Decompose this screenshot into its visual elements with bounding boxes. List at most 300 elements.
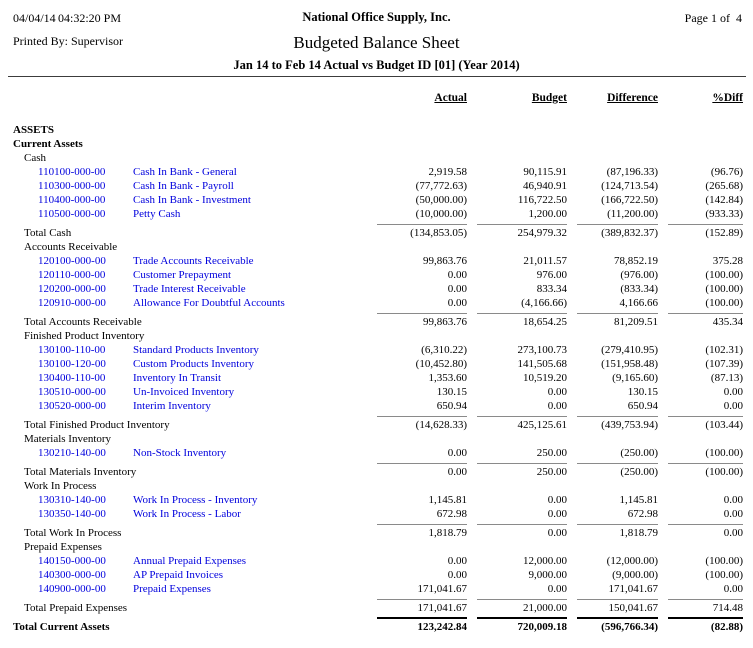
cell-pctdiff [658,568,743,582]
cell-value: (100.00) [705,569,743,581]
cell-value: 0.00 [377,463,467,479]
cell-value: 0.00 [447,269,467,281]
cell-difference [567,282,658,296]
table-row [10,240,743,254]
cell-difference [567,596,658,615]
cell-value: (124,713.54) [601,180,658,192]
cell-pctdiff [658,460,743,479]
section-label: Current Assets [13,138,83,150]
cell-budget [467,123,567,137]
column-header-pctdiff: %Diff [712,92,743,104]
cell-actual [377,357,467,371]
table-row [10,385,743,399]
cell-actual [377,413,467,432]
cell-pctdiff [658,193,743,207]
cell-value: (107.39) [705,358,743,370]
cell-actual [377,282,467,296]
cell-value: (976.00) [620,269,658,281]
account-description-link[interactable]: Cash In Bank - General [133,166,237,178]
cell-difference [567,385,658,399]
table-row [10,432,743,446]
cell-value: 0.00 [668,524,743,540]
cell-value: 0.00 [723,583,743,595]
table-row [10,568,743,582]
cell-budget [467,329,567,343]
table-row [10,310,743,329]
total-label: Total Work In Process [24,527,122,539]
cell-value: (10,452.80) [415,358,467,370]
cell-value: (439,753.94) [577,416,658,432]
cell-value: (100.00) [705,297,743,309]
cell-value: 375.28 [712,255,743,267]
total-label: Total Finished Product Inventory [24,419,170,431]
cell-value: (96.76) [710,166,743,178]
table-row [10,193,743,207]
cell-value: 130.15 [627,386,658,398]
account-number-link[interactable]: 120100-000-00 [38,255,106,267]
table-row [10,254,743,268]
cell-pctdiff [658,615,743,634]
account-description-link[interactable]: Work In Process - Inventory [133,494,258,506]
table-row [10,123,743,137]
account-number-link[interactable]: 140150-000-00 [38,555,106,567]
cell-value: 18,654.25 [477,313,567,329]
account-description-link[interactable]: Cash In Bank - Payroll [133,180,234,192]
cell-actual [377,568,467,582]
cell-value: (250.00) [620,447,658,459]
cell-value: (250.00) [577,463,658,479]
section-label: Materials Inventory [24,433,112,445]
table-row [10,179,743,193]
section-label: Accounts Receivable [24,241,118,253]
cell-budget [467,240,567,254]
account-number-link[interactable]: 130350-140-00 [38,508,106,520]
cell-value: 0.00 [723,400,743,412]
cell-value: 0.00 [547,583,567,595]
cell-budget [467,221,567,240]
report-date: 04/04/14 [13,11,56,25]
cell-budget [467,137,567,151]
cell-value: 4,166.66 [619,297,658,309]
table-row [10,357,743,371]
cell-actual [377,493,467,507]
cell-value: 0.00 [723,494,743,506]
account-description-link[interactable]: Allowance For Doubtful Accounts [133,297,285,309]
cell-actual [377,296,467,310]
account-description-link[interactable]: Un-Invoiced Inventory [133,386,235,398]
account-number-link[interactable]: 110300-000-00 [38,180,106,192]
cell-budget [467,399,567,413]
cell-value: (152.89) [668,224,743,240]
page-indicator: Page 1 of 4 [684,11,742,25]
cell-pctdiff [658,123,743,137]
cell-pctdiff [658,596,743,615]
cell-value: 21,000.00 [477,599,567,615]
account-number-link[interactable]: 140300-000-00 [38,569,106,581]
total-label: Total Accounts Receivable [24,316,142,328]
cell-value: (279,410.95) [601,344,658,356]
account-description-link[interactable]: Customer Prepayment [133,269,232,281]
cell-value: 171,041.67 [377,599,467,615]
report-title: Budgeted Balance Sheet [293,33,460,52]
table-row [10,493,743,507]
cell-difference [567,432,658,446]
cell-value: 0.00 [477,524,567,540]
account-row-label [10,507,377,521]
cell-pctdiff [658,493,743,507]
cell-pctdiff [658,254,743,268]
account-number-link[interactable]: 130310-140-00 [38,494,106,506]
cell-pctdiff [658,413,743,432]
cell-difference [567,582,658,596]
cell-budget [467,521,567,540]
total-label: Total Prepaid Expenses [24,602,128,614]
cell-actual [377,193,467,207]
account-row-label [10,165,377,179]
cell-actual [377,460,467,479]
cell-value: (4,166.66) [521,297,567,309]
cell-actual [377,371,467,385]
cell-value: 78,852.19 [614,255,658,267]
cell-value: 833.34 [536,283,567,295]
cell-budget [467,554,567,568]
cell-pctdiff [658,310,743,329]
cell-budget [467,371,567,385]
cell-pctdiff [658,582,743,596]
cell-pctdiff [658,296,743,310]
cell-value: 0.00 [547,508,567,520]
cell-pctdiff [658,151,743,165]
cell-difference [567,615,658,634]
cell-value: (6,310.22) [421,344,467,356]
report-subtitle: Jan 14 to Feb 14 Actual vs Budget ID [01] (Year 2014) [233,58,520,72]
table-row [10,582,743,596]
column-header-actual: Actual [434,92,467,104]
cell-budget [467,540,567,554]
cell-difference [567,296,658,310]
cell-value: 254,979.32 [477,224,567,240]
balance-sheet-table [10,92,743,634]
cell-actual [377,207,467,221]
cell-value: (265.68) [705,180,743,192]
table-row [10,596,743,615]
cell-actual [377,554,467,568]
cell-pctdiff [658,240,743,254]
table-row [10,460,743,479]
cell-difference [567,493,658,507]
cell-value: 425,125.61 [477,416,567,432]
cell-value: (100.00) [705,283,743,295]
section-label: Cash [24,152,46,164]
cell-value: (134,853.05) [377,224,467,240]
cell-value: 0.00 [447,447,467,459]
table-row [10,207,743,221]
table-row [10,479,743,493]
cell-value: 9,000.00 [528,569,567,581]
cell-value: (50,000.00) [415,194,467,206]
cell-value: 1,818.79 [377,524,467,540]
account-row-label [10,268,377,282]
cell-value: 273,100.73 [517,344,567,356]
cell-value: (933.33) [705,208,743,220]
cell-actual [377,254,467,268]
account-row-label [10,446,377,460]
account-number-link[interactable]: 120910-000-00 [38,297,106,309]
cell-value: (166,722.50) [601,194,658,206]
cell-budget [467,446,567,460]
cell-difference [567,479,658,493]
account-description-link[interactable]: Trade Accounts Receivable [133,255,254,267]
cell-value: (100.00) [705,447,743,459]
account-number-link[interactable]: 130100-120-00 [38,358,106,370]
table-row [10,165,743,179]
cell-difference [567,399,658,413]
account-row-label [10,493,377,507]
cell-value: (87.13) [710,372,743,384]
cell-value: (833.34) [620,283,658,295]
cell-value: 0.00 [547,386,567,398]
account-number-link[interactable]: 130510-000-00 [38,386,106,398]
cell-pctdiff [658,137,743,151]
account-description-link[interactable]: Inventory In Transit [133,372,221,384]
cell-value: 81,209.51 [577,313,658,329]
table-row [10,329,743,343]
section-label: Work In Process [24,480,97,492]
account-number-link[interactable]: 130100-110-00 [38,344,106,356]
cell-value: 0.00 [447,555,467,567]
cell-pctdiff [658,357,743,371]
table-row [10,282,743,296]
cell-budget [467,343,567,357]
cell-value: 250.00 [477,463,567,479]
cell-value: 0.00 [723,386,743,398]
cell-budget [467,296,567,310]
account-row-label [10,371,377,385]
cell-value: 1,818.79 [577,524,658,540]
cell-value: (11,200.00) [607,208,658,220]
cell-difference [567,123,658,137]
cell-actual [377,240,467,254]
account-description-link[interactable]: Non-Stock Inventory [133,447,227,459]
column-header-budget: Budget [531,92,567,104]
cell-budget [467,357,567,371]
cell-difference [567,207,658,221]
cell-difference [567,507,658,521]
cell-value: 0.00 [723,508,743,520]
table-row [10,446,743,460]
cell-actual [377,343,467,357]
account-description-link[interactable]: Annual Prepaid Expenses [133,555,247,567]
cell-budget [467,615,567,634]
cell-value: 99,863.76 [377,313,467,329]
cell-budget [467,310,567,329]
cell-budget [467,507,567,521]
total-label: Total Current Assets [13,621,110,633]
account-number-link[interactable]: 110100-000-00 [38,166,106,178]
account-row-label [10,193,377,207]
account-row-label [10,207,377,221]
cell-value: 150,041.67 [577,599,658,615]
table-row [10,221,743,240]
table-row [10,615,743,634]
cell-budget [467,282,567,296]
account-number-link[interactable]: 130520-000-00 [38,400,106,412]
table-row [10,137,743,151]
account-row-label [10,343,377,357]
cell-budget [467,151,567,165]
cell-budget [467,479,567,493]
cell-value: 116,722.50 [517,194,567,206]
cell-value: 21,011.57 [523,255,567,267]
cell-value: 650.94 [436,400,467,412]
cell-value: 171,041.67 [608,583,658,595]
cell-pctdiff [658,479,743,493]
column-header-difference: Difference [607,92,658,104]
cell-value: 141,505.68 [517,358,567,370]
report-rows [10,123,743,634]
cell-value: (10,000.00) [415,208,467,220]
cell-budget [467,413,567,432]
cell-actual [377,540,467,554]
table-row [10,371,743,385]
cell-pctdiff [658,329,743,343]
cell-value: 435.34 [668,313,743,329]
cell-actual [377,582,467,596]
cell-difference [567,568,658,582]
cell-value: 714.48 [668,599,743,615]
cell-budget [467,193,567,207]
cell-actual [377,165,467,179]
cell-value: (100.00) [668,463,743,479]
account-row-label [10,582,377,596]
cell-pctdiff [658,521,743,540]
printed-by-label: Printed By: Supervisor [13,34,123,48]
cell-pctdiff [658,385,743,399]
cell-actual [377,521,467,540]
cell-value: (77,772.63) [415,180,467,192]
account-description-link[interactable]: Interim Inventory [133,400,211,412]
cell-value: 0.00 [447,283,467,295]
account-row-label [10,399,377,413]
cell-actual [377,446,467,460]
cell-budget [467,254,567,268]
cell-value: (100.00) [705,269,743,281]
cell-value: 1,145.81 [619,494,658,506]
cell-difference [567,221,658,240]
account-number-link[interactable]: 140900-000-00 [38,583,106,595]
cell-value: 976.00 [536,269,567,281]
cell-value: 130.15 [436,386,467,398]
cell-actual [377,221,467,240]
cell-difference [567,240,658,254]
account-description-link[interactable]: Custom Products Inventory [133,358,254,370]
account-row-label [10,554,377,568]
cell-value: 720,009.18 [477,617,567,634]
account-number-link[interactable]: 130210-140-00 [38,447,106,459]
cell-value: (103.44) [668,416,743,432]
cell-budget [467,179,567,193]
cell-difference [567,329,658,343]
cell-pctdiff [658,554,743,568]
account-row-label [10,568,377,582]
cell-value: (596,766.34) [577,617,658,634]
cell-value: 672.98 [627,508,658,520]
table-row [10,296,743,310]
account-description-link[interactable]: Prepaid Expenses [133,583,211,595]
account-row-label [10,282,377,296]
cell-value: 0.00 [447,297,467,309]
account-row-label [10,254,377,268]
account-description-link[interactable]: Trade Interest Receivable [133,283,246,295]
cell-difference [567,554,658,568]
table-row [10,413,743,432]
cell-value: (14,628.33) [377,416,467,432]
cell-budget [467,268,567,282]
account-description-link[interactable]: Standard Products Inventory [133,344,259,356]
cell-value: (9,000.00) [612,569,658,581]
cell-actual [377,123,467,137]
total-label: Total Cash [24,227,72,239]
table-row [10,151,743,165]
cell-value: 171,041.67 [417,583,467,595]
cell-difference [567,151,658,165]
cell-difference [567,310,658,329]
account-row-label [10,385,377,399]
cell-value: 90,115.91 [523,166,567,178]
cell-difference [567,165,658,179]
table-row [10,268,743,282]
cell-value: 250.00 [536,447,567,459]
total-label: Total Materials Inventory [24,466,137,478]
account-description-link[interactable]: Work In Process - Labor [133,508,241,520]
table-row [10,507,743,521]
cell-value: (100.00) [705,555,743,567]
cell-value: 2,919.58 [428,166,467,178]
cell-budget [467,385,567,399]
cell-budget [467,207,567,221]
cell-actual [377,507,467,521]
account-number-link[interactable]: 130400-110-00 [38,372,106,384]
cell-value: 0.00 [547,494,567,506]
account-row-label [10,357,377,371]
cell-actual [377,179,467,193]
cell-value: (9,165.60) [612,372,658,384]
account-number-link[interactable]: 120110-000-00 [38,269,106,281]
table-row [10,521,743,540]
cell-difference [567,357,658,371]
account-description-link[interactable]: Cash In Bank - Investment [133,194,251,206]
cell-actual [377,310,467,329]
cell-value: 672.98 [436,508,467,520]
cell-actual [377,399,467,413]
cell-difference [567,413,658,432]
cell-actual [377,268,467,282]
cell-difference [567,254,658,268]
cell-difference [567,540,658,554]
cell-actual [377,615,467,634]
account-number-link[interactable]: 120200-000-00 [38,283,106,295]
cell-pctdiff [658,165,743,179]
account-number-link[interactable]: 110400-000-00 [38,194,106,206]
cell-pctdiff [658,179,743,193]
cell-budget [467,165,567,179]
cell-value: 0.00 [547,400,567,412]
cell-value: 10,519.20 [523,372,567,384]
account-description-link[interactable]: AP Prepaid Invoices [133,569,224,581]
cell-difference [567,137,658,151]
account-number-link[interactable]: 110500-000-00 [38,208,106,220]
account-description-link[interactable]: Petty Cash [133,208,181,220]
